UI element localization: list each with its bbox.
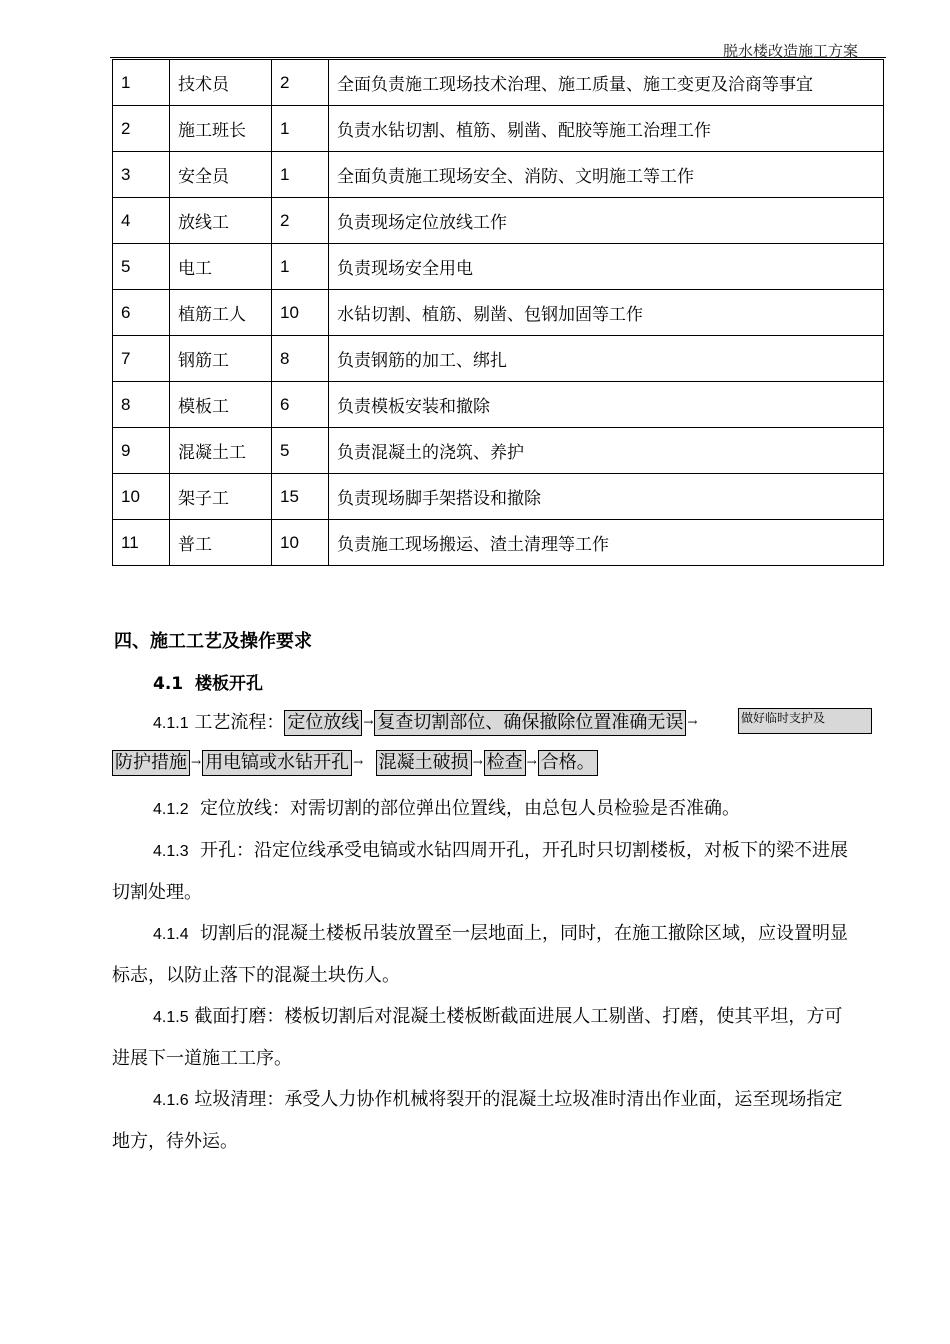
table-row	[113, 428, 884, 474]
row-count: 5	[272, 428, 329, 474]
section-title: 四、施工工艺及操作要求	[114, 631, 312, 652]
row-role: 架子工	[170, 474, 272, 520]
row-count: 6	[272, 382, 329, 428]
row-count: 2	[272, 198, 329, 244]
paragraph-4-1-5	[153, 1002, 842, 1028]
row-role: 钢筋工	[170, 336, 272, 382]
row-duty: 负责施工现场搬运、渣土清理等工作	[329, 520, 884, 566]
item-text: 切割后的混凝土楼板吊装放置至一层地面上，同时，在施工撤除区域，应设置明显	[200, 923, 849, 944]
row-role: 混凝土工	[170, 428, 272, 474]
staff-table	[112, 59, 884, 566]
row-number: 5	[113, 244, 170, 290]
flow-step: 检查	[484, 750, 526, 776]
row-duty: 水钻切割、植筋、剔凿、包钢加固等工作	[329, 290, 884, 336]
item-number: 4.1.6	[153, 1092, 189, 1109]
row-number: 9	[113, 428, 170, 474]
row-number: 6	[113, 290, 170, 336]
table-row	[113, 290, 884, 336]
row-role: 放线工	[170, 198, 272, 244]
row-role: 模板工	[170, 382, 272, 428]
item-text: 定位放线：对需切割的部位弹出位置线，由总包人员检验是否准确。	[200, 798, 741, 819]
paragraph-4-1-5-cont: 进展下一道施工工序。	[112, 1048, 292, 1069]
flow-arrow: →	[191, 755, 202, 769]
row-count: 1	[272, 244, 329, 290]
row-duty: 全面负责施工现场技术治理、施工质量、施工变更及洽商等事宜	[329, 60, 884, 106]
row-number: 2	[113, 106, 170, 152]
item-number: 4.1.4	[153, 926, 189, 943]
table-row	[113, 244, 884, 290]
row-role: 安全员	[170, 152, 272, 198]
row-number: 3	[113, 152, 170, 198]
item-number: 4.1.2	[153, 801, 189, 818]
paragraph-4-1-4-cont: 标志，以防止落下的混凝土块伤人。	[112, 965, 400, 986]
flow-line-1	[153, 708, 698, 736]
row-number: 10	[113, 474, 170, 520]
flow-step: 定位放线	[284, 710, 362, 736]
flow-step: 做好临时支护及	[738, 708, 872, 734]
table-row	[113, 382, 884, 428]
paragraph-4-1-4	[153, 919, 848, 945]
subsection-title	[153, 669, 263, 694]
row-role: 电工	[170, 244, 272, 290]
row-duty: 负责水钻切割、植筋、剔凿、配胶等施工治理工作	[329, 106, 884, 152]
row-role: 技术员	[170, 60, 272, 106]
row-duty: 负责模板安装和撤除	[329, 382, 884, 428]
flow-label: 工艺流程：	[194, 712, 285, 733]
flow-arrow: →	[526, 755, 537, 769]
row-number: 7	[113, 336, 170, 382]
table-row	[113, 474, 884, 520]
row-role: 普工	[170, 520, 272, 566]
paragraph-4-1-3	[153, 836, 848, 862]
flow-step: 复查切割部位、确保撤除位置准确无误	[374, 710, 686, 736]
paragraph-4-1-6-cont: 地方，待外运。	[112, 1131, 238, 1152]
flow-step: 防护措施	[112, 750, 190, 776]
table-row	[113, 152, 884, 198]
flow-step: 混凝土破损	[376, 750, 472, 776]
table-row	[113, 60, 884, 106]
table-row	[113, 198, 884, 244]
paragraph-4-1-2	[153, 794, 740, 820]
row-duty: 负责现场安全用电	[329, 244, 884, 290]
row-duty: 全面负责施工现场安全、消防、文明施工等工作	[329, 152, 884, 198]
row-count: 10	[272, 290, 329, 336]
row-count: 15	[272, 474, 329, 520]
row-duty: 负责现场定位放线工作	[329, 198, 884, 244]
item-text: 垃圾清理：承受人力协作机械将裂开的混凝土垃圾准时清出作业面，运至现场指定	[194, 1089, 843, 1110]
row-count: 8	[272, 336, 329, 382]
table-row	[113, 520, 884, 566]
row-number: 11	[113, 520, 170, 566]
flow-line-2	[112, 750, 598, 776]
row-duty: 负责混凝土的浇筑、养护	[329, 428, 884, 474]
flow-arrow: →	[472, 755, 483, 769]
row-role: 施工班长	[170, 106, 272, 152]
item-number: 4.1.3	[153, 843, 189, 860]
row-role: 植筋工人	[170, 290, 272, 336]
table-row	[113, 106, 884, 152]
header-rule	[110, 57, 886, 58]
flow-number: 4.1.1	[153, 715, 189, 732]
row-duty: 负责现场脚手架搭设和撤除	[329, 474, 884, 520]
flow-arrow: →	[363, 715, 374, 729]
subsection-label: 楼板开孔	[194, 674, 263, 694]
header-title: 脱水楼改造施工方案	[722, 42, 858, 60]
flow-arrow: →	[353, 755, 364, 769]
row-number: 1	[113, 60, 170, 106]
flow-arrow: →	[687, 715, 698, 729]
paragraph-4-1-3-cont: 切割处理。	[112, 882, 202, 903]
row-count: 10	[272, 520, 329, 566]
row-number: 4	[113, 198, 170, 244]
row-count: 1	[272, 106, 329, 152]
item-text: 截面打磨：楼板切割后对混凝土楼板断截面进展人工剔凿、打磨，使其平坦，方可	[194, 1006, 843, 1027]
row-duty: 负责钢筋的加工、绑扎	[329, 336, 884, 382]
row-count: 2	[272, 60, 329, 106]
paragraph-4-1-6	[153, 1085, 842, 1111]
table-row	[113, 336, 884, 382]
row-count: 1	[272, 152, 329, 198]
flow-step: 用电镐或水钻开孔	[202, 750, 352, 776]
item-text: 开孔：沿定位线承受电镐或水钻四周开孔，开孔时只切割楼板，对板下的梁不进展	[200, 840, 849, 861]
flow-step: 合格。	[538, 750, 598, 776]
item-number: 4.1.5	[153, 1009, 189, 1026]
subsection-number: 4.1	[153, 674, 184, 694]
row-number: 8	[113, 382, 170, 428]
